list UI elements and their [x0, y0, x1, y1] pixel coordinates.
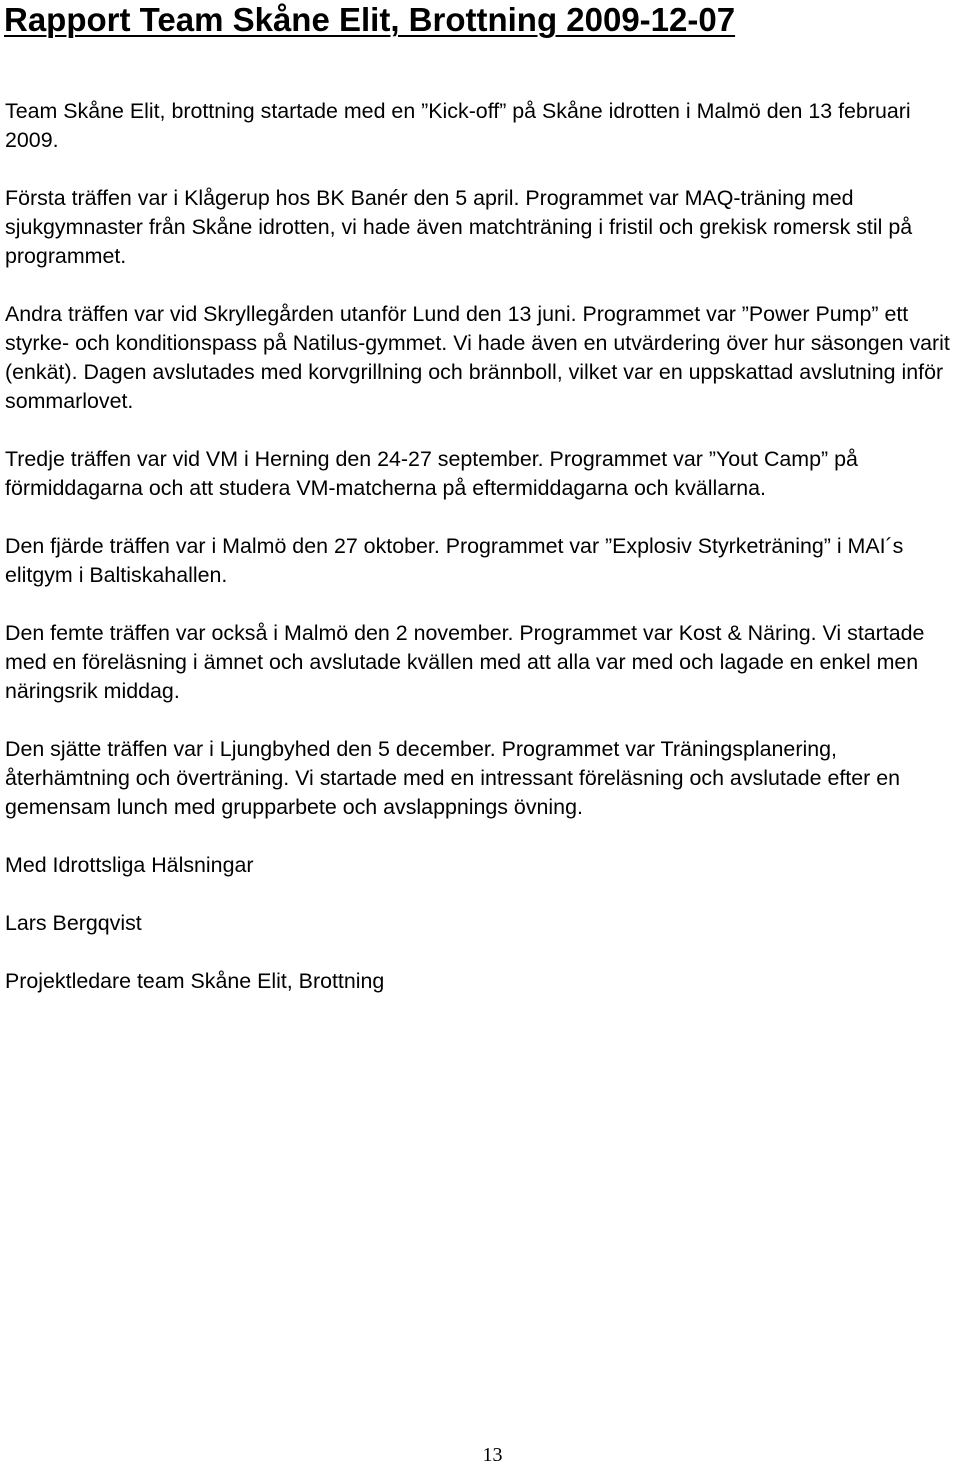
paragraph-meeting-4: Den fjärde träffen var i Malmö den 27 oktober. Programmet var ”Explosiv Styrketräning” i MAI´s elitgym i Baltiskahallen. [5, 534, 904, 587]
paragraph-meeting-6: Den sjätte träffen var i Ljungbyhed den 5 december. Programmet var Träningsplanering, återhämtning och överträning. Vi startade med en intressant föreläsning och avslutade efter en gemensam lunch med grupparbete och avslappnings övning. [5, 737, 900, 819]
signer-role: Projektledare team Skåne Elit, Brottning [5, 969, 385, 993]
paragraph-kickoff: Team Skåne Elit, brottning startade med en ”Kick-off” på Skåne idrotten i Malmö den 13 februari 2009. [5, 99, 911, 152]
page-number: 13 [482, 1444, 503, 1466]
greeting: Med Idrottsliga Hälsningar [5, 853, 254, 877]
paragraph-meeting-5: Den femte träffen var också i Malmö den 2 november. Programmet var Kost & Näring. Vi startade med en föreläsning i ämnet och avslutade kvällen med att alla var med och lagade en enkel men näringsrik middag. [5, 621, 925, 703]
paragraph-meeting-3: Tredje träffen var vid VM i Herning den 24-27 september. Programmet var ”Yout Camp” på förmiddagarna och att studera VM-matcherna på eftermiddagarna och kvällarna. [5, 447, 858, 500]
paragraph-meeting-1: Första träffen var i Klågerup hos BK Banér den 5 april. Programmet var MAQ-träning med sjukgymnaster från Skåne idrotten, vi hade även matchträning i fristil och grekisk romersk stil på programmet. [5, 186, 913, 268]
page-title: Rapport Team Skåne Elit, Brottning 2009-12-07 [4, 1, 736, 38]
paragraph-meeting-2: Andra träffen var vid Skryllegården utanför Lund den 13 juni. Programmet var ”Power Pump” ett styrke- och konditionspass på Natilus-gymmet. Vi hade även en utvärdering över hur säsongen varit (enkät). Dagen avslutades med korvgrillning och brännboll, vilket var en uppskattad avslutning inför sommarlovet. [5, 302, 950, 413]
report-body [5, 97, 960, 1025]
signer-name: Lars Bergqvist [5, 911, 142, 935]
